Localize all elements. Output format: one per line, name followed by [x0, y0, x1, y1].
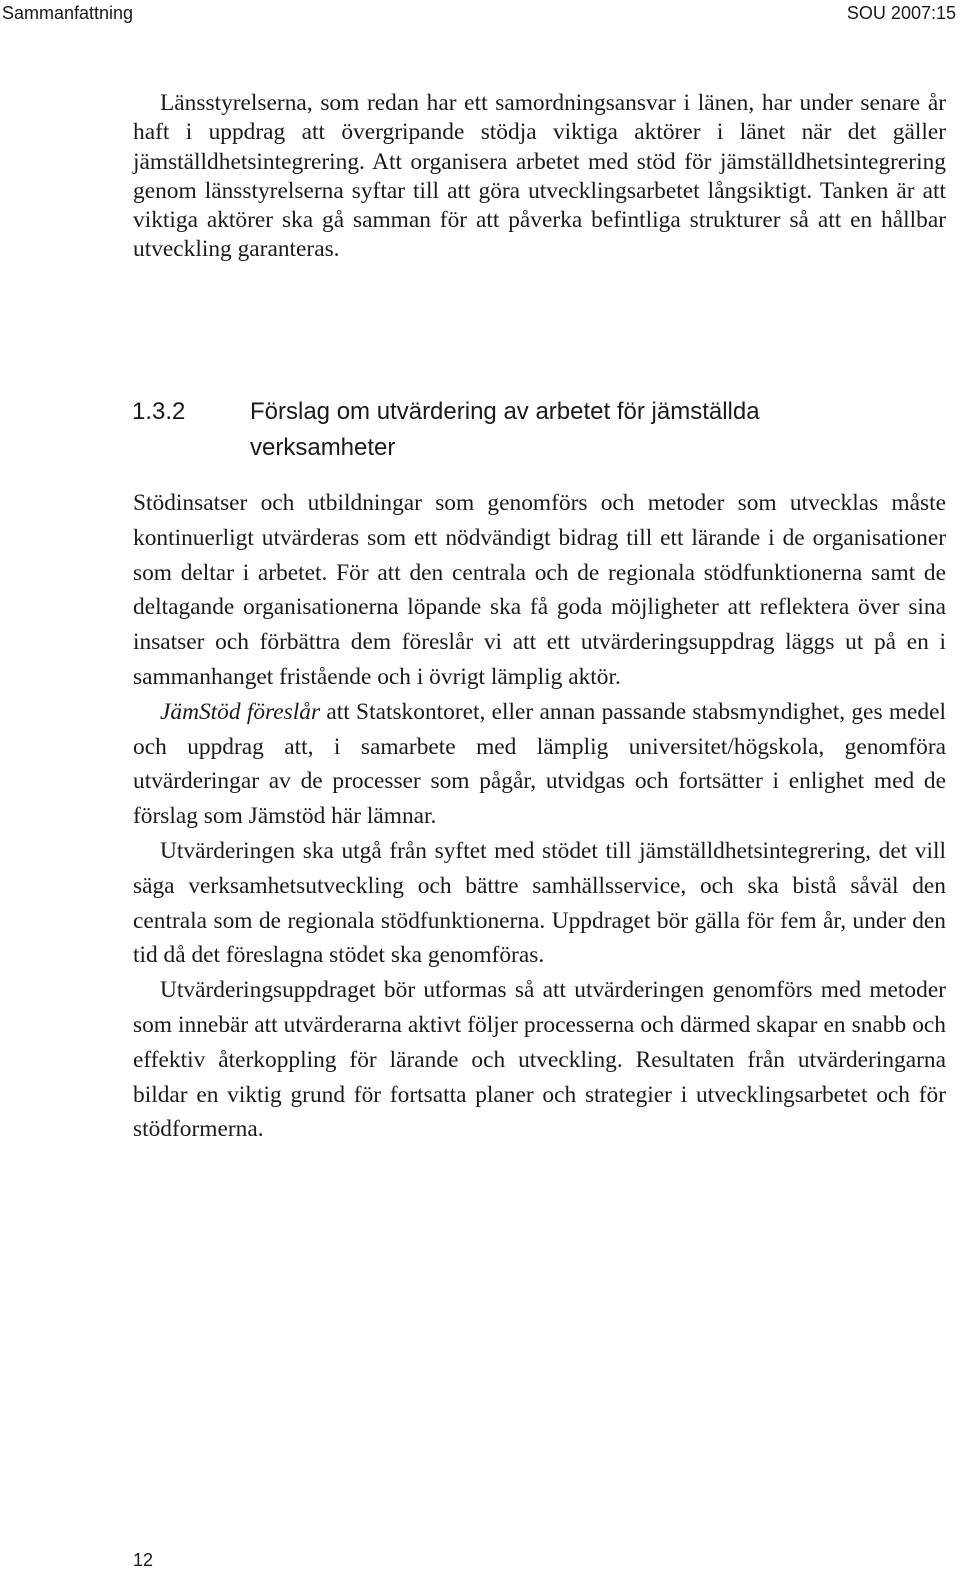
- body-paragraph-1: Stödinsatser och utbildningar som genomförs och metoder som utvecklas måste kontinuerligt utvärderas som ett nödvändigt bidrag till ett lärande i de organisationer som deltar i arbetet. För att den centrala och de regionala stödfunktionerna samt de deltagande organisationerna löpande ska få goda möjligheter att reflektera över sina insatser och förbättra dem föreslår vi att ett utvärderingsuppdrag läggs ut på en i sammanhanget fristående och i övrigt lämplig aktör.: [133, 490, 946, 690]
- running-header: [0, 0, 960, 26]
- section-body: [133, 486, 946, 1147]
- section-title: Förslag om utvärdering av arbetet för jämställda verksamheter: [250, 398, 760, 461]
- page-number: 12: [133, 1550, 154, 1570]
- header-report-id: SOU 2007:15: [846, 3, 956, 23]
- intro-text-block: [133, 89, 946, 265]
- body-paragraph-2-lead: JämStöd föreslår: [160, 698, 321, 725]
- section-number: 1.3.2: [132, 398, 186, 425]
- header-section-title: Sammanfattning: [2, 3, 134, 23]
- body-paragraph-2-text: att Statskontoret, eller annan passande stabsmyndighet, ges medel och uppdrag att, i samarbete med lämplig universitet/högskola, genomföra utvärderingar av de processer som pågår, utvidgas och fortsätter i enlighet med de förslag som Jämstöd här lämnar.: [133, 698, 946, 830]
- intro-paragraph: Länsstyrelserna, som redan har ett samordningsansvar i länen, har under senare år haft i uppdrag att övergripande stödja viktiga aktörer i länet när det gäller jämställdhetsintegrering. Att organisera arbetet med stöd för jämställdhetsintegrering genom länsstyrelserna syftar till att göra utvecklingsarbetet långsiktigt. Tanken är att viktiga aktörer ska gå samman för att påverka befintliga strukturer så att en hållbar utveckling garanteras.: [133, 90, 946, 263]
- body-paragraph-2: [133, 695, 946, 834]
- body-paragraph-3: Utvärderingen ska utgå från syftet med stödet till jämställdhetsintegrering, det vill säga verksamhetsutveckling och bättre samhällsservice, och ska bistå såväl den centrala som de regionala stödfunktionerna. Uppdraget bör gälla för fem år, under den tid då det föreslagna stödet ska genomföras.: [133, 837, 946, 969]
- body-paragraph-4: Utvärderingsuppdraget bör utformas så att utvärderingen genomförs med metoder som innebär att utvärderarna aktivt följer processerna och därmed skapar en snabb och effektiv återkoppling för lärande och utveckling. Resultaten från utvärderingarna bildar en viktig grund för fortsatta planer och strategier i utvecklingsarbetet och för stödformerna.: [133, 977, 946, 1143]
